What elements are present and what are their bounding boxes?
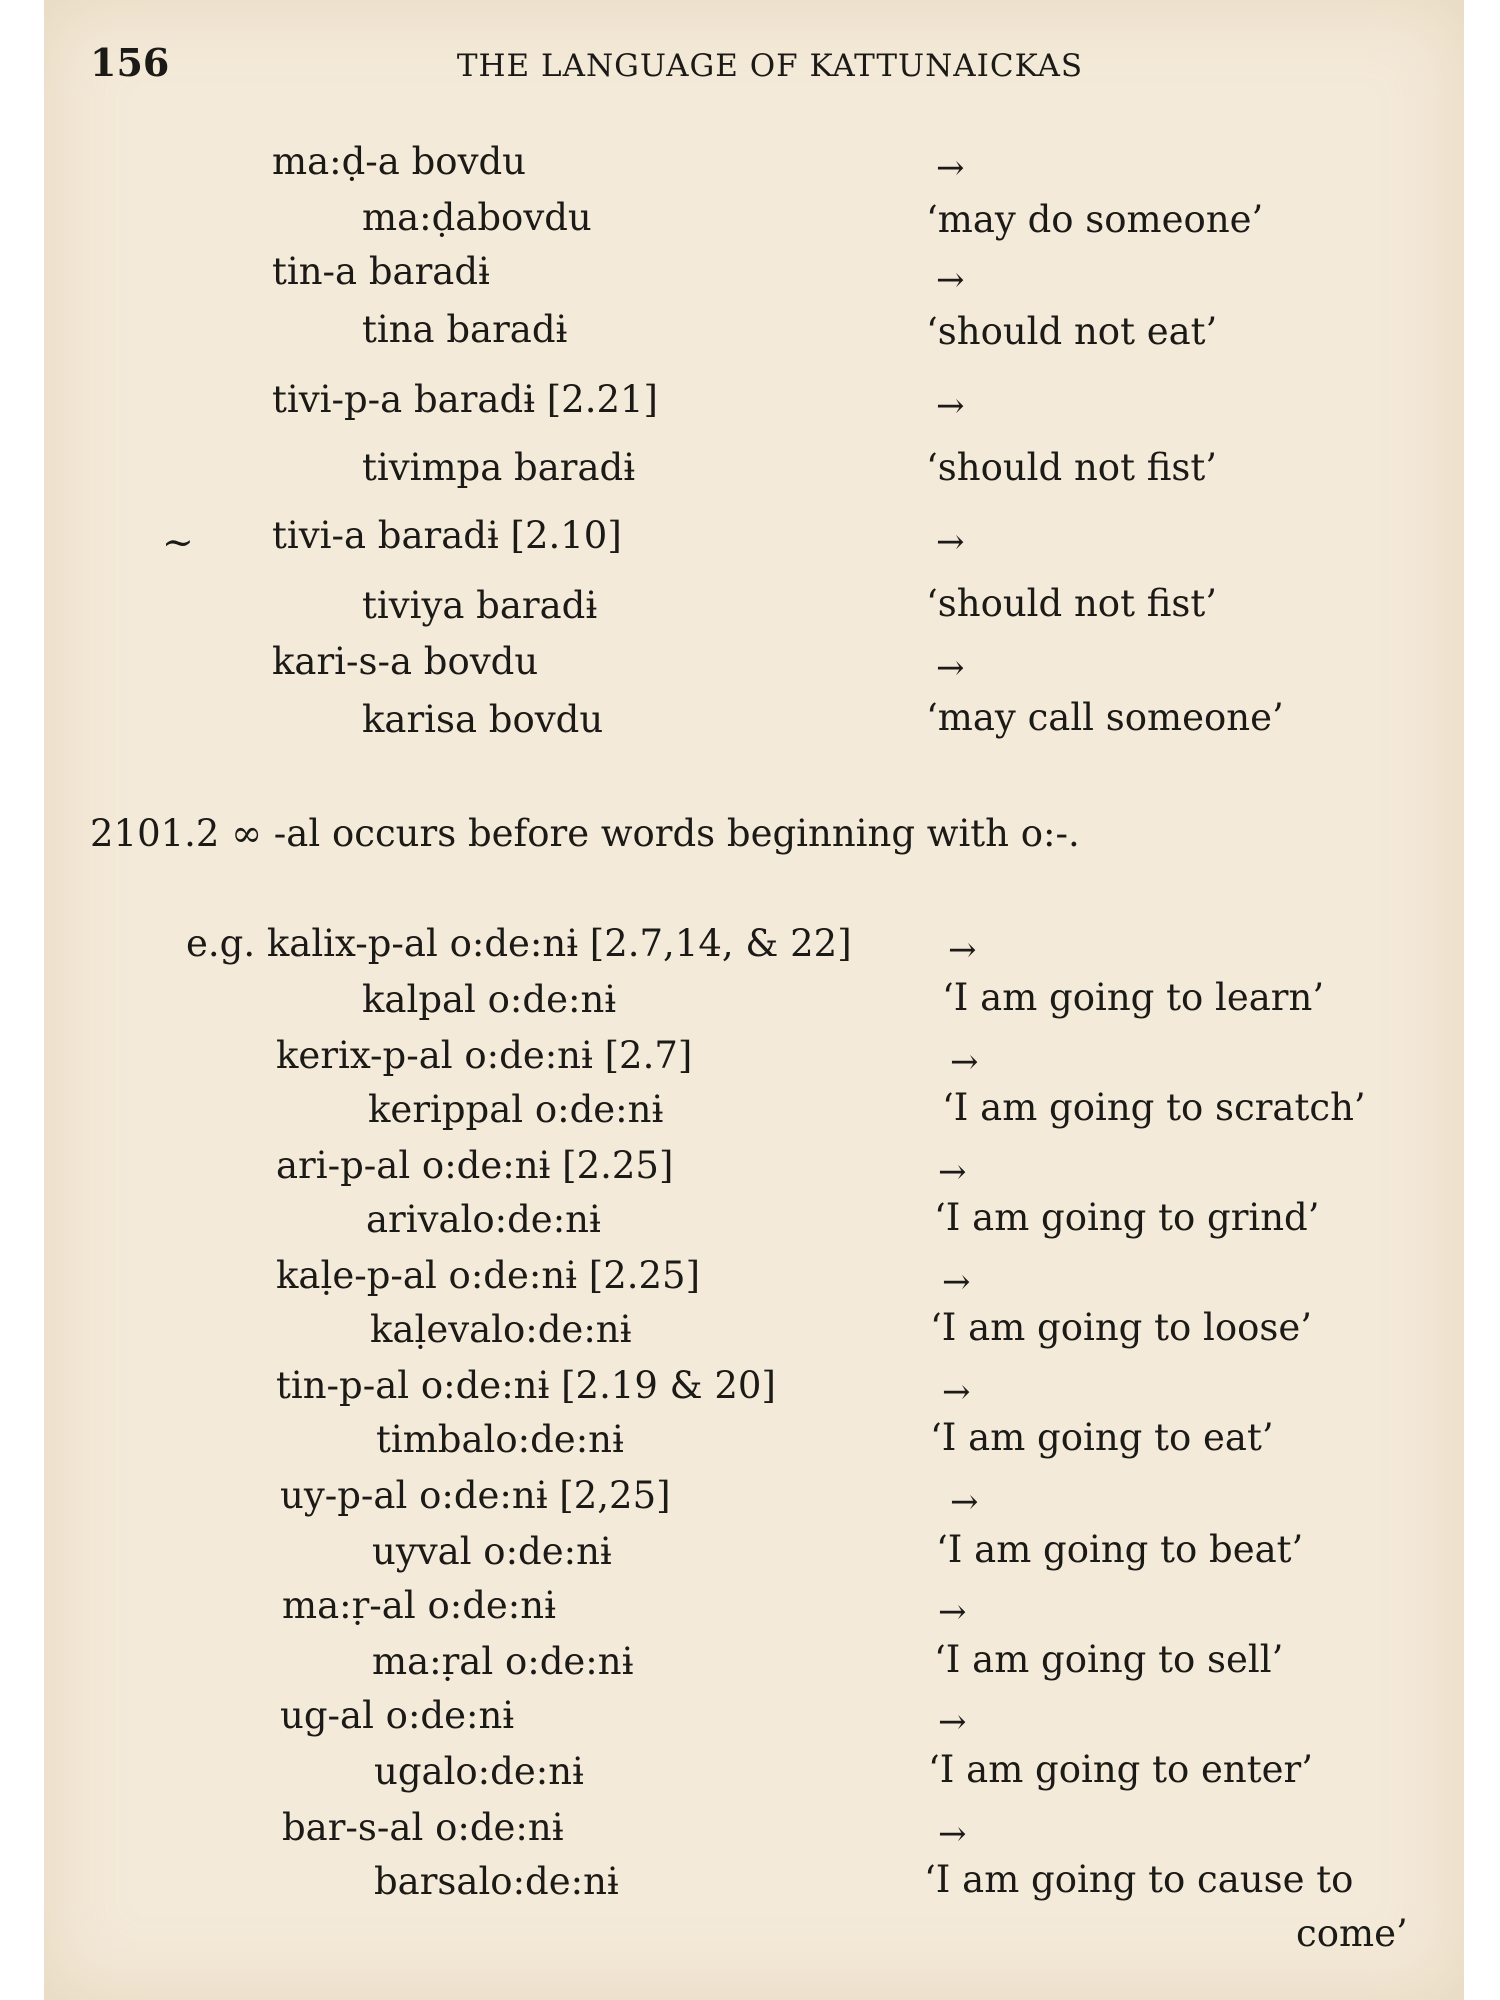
gloss: ‘may do someone’	[926, 198, 1264, 241]
source-form: e.g. kalix-p-al o:de:nɨ [2.7,14, & 22]	[186, 922, 852, 965]
derivation-arrow: →	[938, 1152, 967, 1192]
source-form: ma:ḍ-a bovdu	[272, 140, 526, 183]
running-head: THE LANGUAGE OF KATTUNAICKAS	[456, 48, 1084, 84]
gloss: ‘should not eat’	[926, 310, 1218, 353]
source-form: tin-a baradɨ	[272, 250, 490, 293]
gloss: ‘I am going to sell’	[934, 1638, 1284, 1681]
result-form: tiviya baradɨ	[362, 584, 598, 627]
derivation-arrow: →	[938, 1592, 967, 1632]
derivation-arrow: →	[936, 148, 965, 188]
derivation-arrow: →	[942, 1262, 971, 1302]
derivation-arrow: →	[936, 648, 965, 688]
result-form: karisa bovdu	[362, 698, 604, 741]
source-form: tivi-a baradɨ [2.10]	[272, 514, 622, 557]
gloss: ‘I am going to beat’	[936, 1528, 1304, 1571]
result-form: tina baradɨ	[362, 308, 568, 351]
derivation-arrow: →	[938, 1702, 967, 1742]
alternation-tilde: ~	[162, 520, 194, 564]
source-form: kari-s-a bovdu	[272, 640, 539, 683]
result-form: kerippal o:de:nɨ	[368, 1088, 664, 1131]
page-number: 156	[90, 40, 170, 85]
source-form: uy-p-al o:de:nɨ [2,25]	[280, 1474, 671, 1517]
result-form: barsalo:de:nɨ	[374, 1860, 619, 1903]
gloss-continuation: come’	[1296, 1912, 1408, 1955]
source-form: bar-s-al o:de:nɨ	[282, 1806, 564, 1849]
result-form: timbalo:de:nɨ	[376, 1418, 624, 1461]
gloss: ‘should not fist’	[926, 582, 1217, 625]
result-form: ugalo:de:nɨ	[374, 1750, 584, 1793]
result-form: kaḷevalo:de:nɨ	[370, 1308, 632, 1351]
derivation-arrow: →	[936, 522, 965, 562]
derivation-arrow: →	[938, 1814, 967, 1854]
source-form: kaḷe-p-al o:de:nɨ [2.25]	[276, 1254, 701, 1297]
gloss: ‘I am going to scratch’	[942, 1086, 1366, 1129]
gloss: ‘I am going to enter’	[928, 1748, 1313, 1791]
result-form: uyval o:de:nɨ	[372, 1530, 612, 1573]
result-form: ma:ṛal o:de:nɨ	[372, 1640, 634, 1683]
derivation-arrow: →	[936, 386, 965, 426]
gloss: ‘I am going to cause to	[924, 1858, 1354, 1901]
source-form: ug-al o:de:nɨ	[280, 1694, 515, 1737]
gloss: ‘should not fist’	[926, 446, 1217, 489]
result-form: arivalo:de:nɨ	[366, 1198, 601, 1241]
source-form: ma:ṛ-al o:de:nɨ	[282, 1584, 556, 1627]
gloss: ‘I am going to learn’	[942, 976, 1325, 1019]
result-form: ma:ḍabovdu	[362, 196, 592, 239]
result-form: tivimpa baradɨ	[362, 446, 636, 489]
gloss: ‘I am going to eat’	[930, 1416, 1274, 1459]
source-form: tivi-p-a baradɨ [2.21]	[272, 378, 658, 421]
source-form: kerix-p-al o:de:nɨ [2.7]	[276, 1034, 693, 1077]
derivation-arrow: →	[948, 930, 977, 970]
source-form: ari-p-al o:de:nɨ [2.25]	[276, 1144, 674, 1187]
source-form: tin-p-al o:de:nɨ [2.19 & 20]	[276, 1364, 776, 1407]
section-heading: 2101.2 ∞ -al occurs before words beginning with o:-.	[90, 812, 1080, 855]
result-form: kalpal o:de:nɨ	[362, 978, 617, 1021]
derivation-arrow: →	[942, 1372, 971, 1412]
derivation-arrow: →	[950, 1042, 979, 1082]
derivation-arrow: →	[936, 260, 965, 300]
derivation-arrow: →	[950, 1482, 979, 1522]
gloss: ‘I am going to loose’	[930, 1306, 1313, 1349]
gloss: ‘I am going to grind’	[934, 1196, 1320, 1239]
gloss: ‘may call someone’	[926, 696, 1284, 739]
